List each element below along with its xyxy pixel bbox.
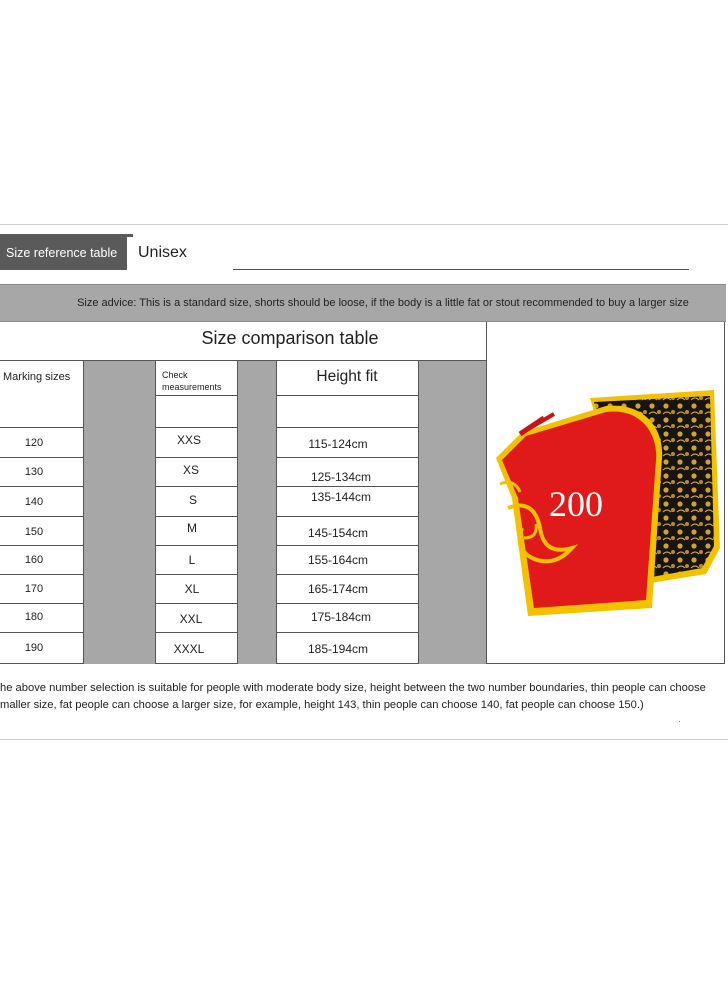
size-cell: XS: [182, 463, 199, 477]
col-line: [418, 361, 419, 664]
height-cell: 115-124cm: [308, 437, 368, 451]
size-cell: XXXL: [173, 642, 205, 656]
size-cell: L: [188, 553, 196, 567]
mark-cell: 190: [24, 642, 44, 654]
size-cell: S: [188, 493, 197, 507]
row-line: [155, 457, 237, 458]
row-line: [0, 574, 83, 575]
row-line: [276, 427, 418, 428]
row-line: [276, 603, 418, 604]
mark-cell: 180: [24, 611, 44, 623]
height-cell: 125-134cm: [310, 470, 372, 484]
row-line: [0, 427, 83, 428]
height-cell: 175-184cm: [310, 610, 372, 624]
size-reference-tag: Size reference table: [0, 236, 127, 270]
unisex-label: Unisex: [138, 244, 187, 261]
grey-column-2: [237, 361, 276, 664]
row-line: [0, 545, 83, 546]
shorts-size-label: 200: [549, 484, 603, 524]
size-cell: M: [187, 521, 197, 535]
header-check-measurements: [162, 369, 222, 393]
size-cell: XXL: [179, 612, 203, 626]
row-line: [155, 574, 237, 575]
header-marking-sizes: Marking sizes: [3, 371, 71, 383]
row-line: [0, 516, 83, 517]
header-check-line2: measurements: [162, 382, 222, 392]
row-line: [155, 427, 237, 428]
row-line: [155, 632, 237, 633]
row-line: [155, 603, 237, 604]
mark-cell: 140: [24, 496, 44, 508]
height-cell: 185-194cm: [307, 642, 369, 656]
row-line: [0, 486, 83, 487]
mark-cell: 170: [24, 583, 44, 595]
row-line: [155, 545, 237, 546]
row-line: [276, 516, 418, 517]
table-title: Size comparison table: [201, 328, 379, 348]
grey-column-3: [418, 361, 486, 664]
grey-column-1: [83, 361, 155, 664]
size-cell: XL: [184, 582, 200, 596]
header-height-fit: Height fit: [316, 368, 378, 385]
height-cell: 145-154cm: [307, 526, 369, 540]
mark-cell: 120: [24, 437, 44, 449]
header-check-line1: Check: [162, 370, 188, 380]
row-line: [276, 632, 418, 633]
col-line: [237, 361, 238, 664]
footnote-mark: ·: [678, 716, 681, 726]
row-line: [276, 486, 418, 487]
row-line: [0, 632, 83, 633]
header-line: [276, 395, 418, 396]
boxing-shorts-image: [494, 388, 726, 618]
height-cell: 155-164cm: [307, 553, 369, 567]
subtitle-underline: [233, 269, 689, 270]
col-line: [83, 361, 84, 664]
row-line: [155, 486, 237, 487]
footnote-line-2: maller size, fat people can choose a larger size, for example, height 143, thin people can choose 140, fat people can choose 150.): [0, 699, 644, 711]
row-line: [0, 603, 83, 604]
header-line: [155, 395, 237, 396]
mark-cell: 130: [24, 466, 44, 478]
row-line: [276, 545, 418, 546]
height-cell: 165-174cm: [307, 582, 369, 596]
size-advice-banner: Size advice: This is a standard size, shorts should be loose, if the body is a little fat or stout recommended to buy a larger size: [0, 284, 726, 322]
row-line: [276, 457, 418, 458]
height-cell: 135-144cm: [310, 490, 372, 504]
row-line: [0, 457, 83, 458]
row-line: [155, 516, 237, 517]
mark-cell: 150: [24, 526, 44, 538]
footnote-line-1: he above number selection is suitable for people with moderate body size, height between the two number boundaries, thin people can choose: [0, 682, 706, 694]
mark-cell: 160: [24, 554, 44, 566]
size-cell: XXS: [176, 433, 201, 447]
image-divider: [486, 322, 487, 664]
top-divider: [0, 224, 728, 225]
row-line: [276, 574, 418, 575]
bottom-divider: [0, 739, 728, 740]
